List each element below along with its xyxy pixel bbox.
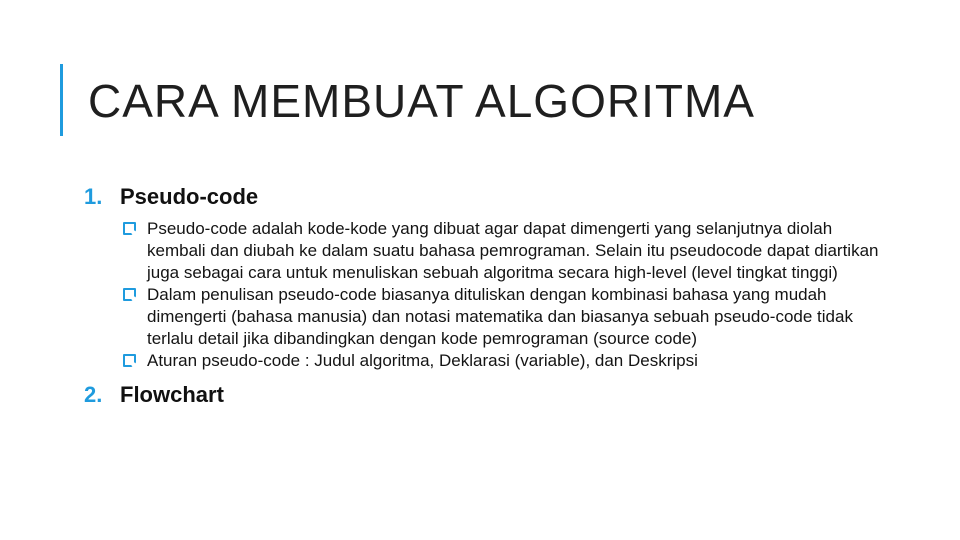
bullet-text: Pseudo-code adalah kode-kode yang dibuat agar dapat dimengerti yang selanjutnya diolah kembali dan diubah ke dalam suatu bahasa pemrograman. Selain itu pseudocode dapat diartikan juga sebagai cara untuk menuliskan sebuah algoritma secara high-level (level tingkat tinggi) bbox=[147, 219, 879, 282]
checkbox-square-icon bbox=[123, 222, 136, 235]
numbered-list bbox=[84, 184, 884, 408]
list-item-pseudo-code bbox=[84, 184, 884, 210]
list-number: 2. bbox=[84, 382, 103, 407]
pseudo-code-bullets bbox=[122, 218, 884, 372]
bullet-item bbox=[122, 218, 884, 284]
list-item-label: Flowchart bbox=[120, 382, 224, 407]
list-item-flowchart bbox=[84, 382, 884, 408]
bullet-item bbox=[122, 350, 884, 372]
bullet-text: Aturan pseudo-code : Judul algoritma, Deklarasi (variable), dan Deskripsi bbox=[147, 351, 698, 370]
slide-title: CARA MEMBUAT ALGORITMA bbox=[88, 75, 755, 127]
checkbox-square-icon bbox=[123, 288, 136, 301]
bullet-text: Dalam penulisan pseudo-code biasanya dituliskan dengan kombinasi bahasa yang mudah dimengerti (bahasa manusia) dan notasi matematika dan biasanya sebuah pseudo-code tidak terlalu detail jika dibandingkan dengan kode pemrograman (source code) bbox=[147, 285, 853, 348]
list-number: 1. bbox=[84, 184, 103, 209]
checkbox-square-icon bbox=[123, 354, 136, 367]
list-item-label: Pseudo-code bbox=[120, 184, 259, 209]
title-accent-bar bbox=[60, 64, 63, 136]
bullet-item bbox=[122, 284, 884, 350]
